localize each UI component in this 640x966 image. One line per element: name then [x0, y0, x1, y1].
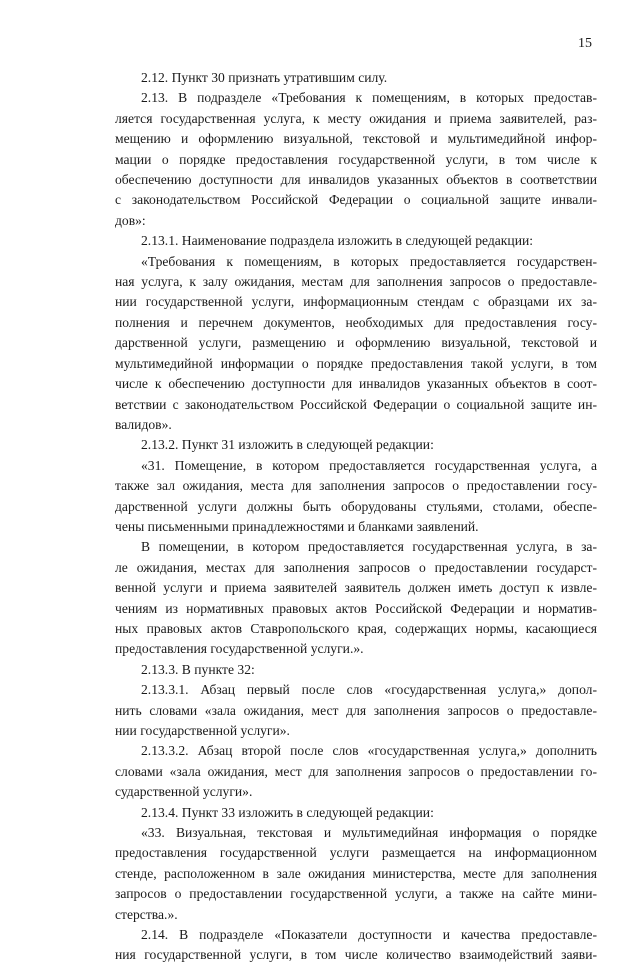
text-line: мации о порядке предоставления государственной услуги, в том числе к: [115, 151, 597, 167]
text-line: нить словами «зала ожидания, мест для заполнения запросов о предоставле-: [115, 702, 597, 718]
text-line: ная услуга, к залу ожидания, местам для заполнения запросов о предоставле-: [115, 274, 597, 290]
text-line: ния государственной услуги, в том числе количество взаимодействий заяви-: [115, 947, 597, 963]
text-line: В помещении, в котором предоставляется государственная услуга, в за-: [141, 539, 597, 555]
text-line: 2.13.3.2. Абзац второй после слов «государственная услуга,» дополнить: [141, 743, 597, 759]
text-line: нии государственной услуги, информационным стендам с образцами их за-: [115, 294, 597, 310]
text-line: чениям из нормативных правовых актов Российской Федерации и норматив-: [115, 600, 597, 616]
text-line: «33. Визуальная, текстовая и мультимедийная информация о порядке: [141, 825, 597, 841]
text-line: ных правовых актов Ставропольского края, содержащих нормы, касающиеся: [115, 620, 597, 636]
text-line: обеспечению доступности для инвалидов указанных объектов в соответствии: [115, 172, 597, 188]
text-line: нии государственной услуги».: [115, 723, 290, 738]
text-line: стерства.».: [115, 906, 178, 922]
text-line: ле ожидания, местах для заполнения запросов о предоставлении государст-: [115, 559, 597, 575]
text-line: 2.13. В подразделе «Требования к помещениям, в которых предостав-: [141, 90, 597, 106]
text-line: числе к обеспечению доступности для инвалидов указанных объектов в соот-: [115, 376, 597, 392]
text-line: 2.13.3. В пункте 32:: [141, 661, 255, 677]
page-number: 15: [578, 36, 592, 51]
text-line: дарственной услуги, размещению и оформлению визуальной, текстовой и: [115, 335, 597, 351]
text-line: чены письменными принадлежностями и бланками заявлений.: [115, 518, 479, 534]
text-line: сударственной услуги».: [115, 784, 253, 800]
text-line: дарственной услуги должны быть оборудованы стульями, столами, обеспе-: [115, 498, 597, 514]
text-line: мультимедийной информации о порядке предоставления такой услуги, в том: [115, 355, 597, 371]
text-line: запросов о предоставлении государственной услуги, а также на сайте мини-: [115, 886, 597, 902]
text-line: мещению и оформлению визуальной, текстовой и мультимедийной инфор-: [115, 131, 597, 147]
text-line: словами «зала ожидания, мест для заполнения запросов о предоставлении го-: [115, 763, 597, 779]
document-body: [115, 68, 597, 966]
text-line: предоставления государственной услуги.».: [115, 641, 364, 657]
text-line: полнения и перечнем документов, необходимых для предоставления госу-: [115, 314, 597, 330]
text-line: 2.13.4. Пункт 33 изложить в следующей редакции:: [141, 804, 434, 820]
text-line: 2.13.1. Наименование подраздела изложить в следующей редакции:: [141, 233, 534, 249]
text-line: 2.12. Пункт 30 признать утратившим силу.: [141, 70, 388, 85]
text-line: ляется государственная услуга, к месту ожидания и приема заявителей, раз-: [115, 110, 597, 126]
text-line: валидов».: [115, 416, 172, 432]
text-line: с законодательством Российской Федерации о социальной защите инвали-: [115, 192, 597, 208]
text-line: венной услуги и приема заявителей заявитель должен иметь доступ к извле-: [115, 580, 597, 596]
text-line: ветствии с законодательством Российской Федерации о социальной защите ин-: [115, 396, 597, 412]
text-line: предоставления государственной услуги размещается на информационном: [115, 845, 597, 861]
text-line: дов»:: [115, 212, 146, 228]
text-line: «Требования к помещениям, в которых предоставляется государствен-: [141, 253, 597, 269]
text-line: стенде, расположенном в зале ожидания министерства, месте для заполнения: [115, 865, 597, 881]
text-line: 2.13.3.1. Абзац первый после слов «государственная услуга,» допол-: [141, 682, 597, 698]
text-line: 2.14. В подразделе «Показатели доступности и качества предоставле-: [141, 927, 597, 943]
text-line: «31. Помещение, в котором предоставляется государственная услуга, а: [141, 457, 597, 473]
text-line: 2.13.2. Пункт 31 изложить в следующей редакции:: [141, 437, 434, 453]
text-line: также зал ожидания, места для заполнения запросов о предоставлении госу-: [115, 478, 597, 494]
